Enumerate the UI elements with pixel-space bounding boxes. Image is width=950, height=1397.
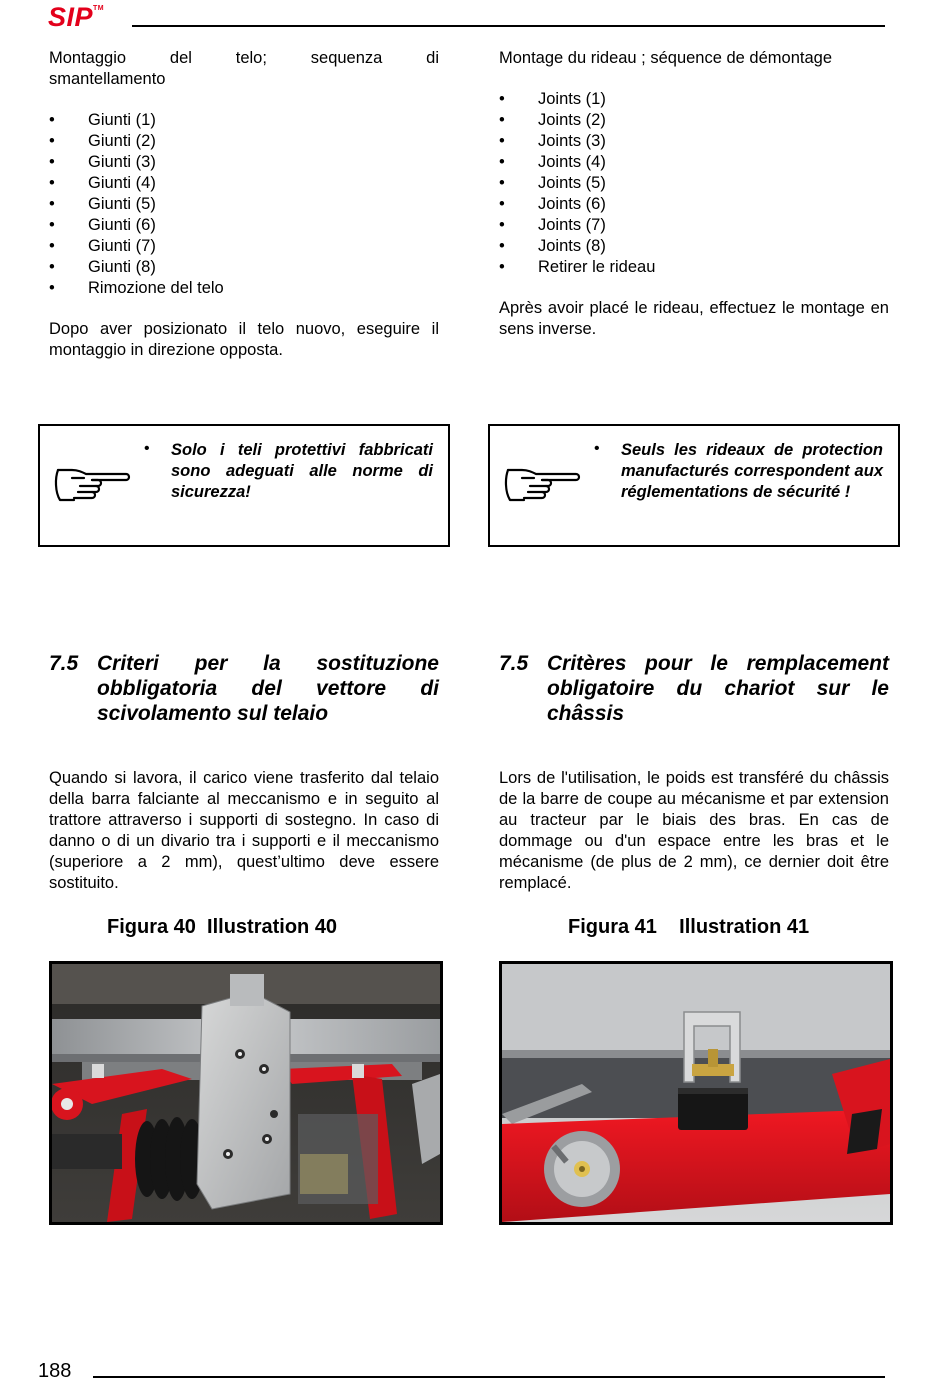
left-heading-line1: Montaggio del telo; sequenza di [49,49,439,67]
warning-bullet: • [594,440,600,457]
list-item: • Joints (6) [499,195,606,213]
right-list [499,89,889,278]
slider-carriage-illustration [502,964,890,1222]
list-item: • Joints (8) [499,237,606,255]
sip-logo: SIP™ [48,2,105,32]
left-heading-line2: smantellamento [49,70,166,88]
right-section-heading [499,651,889,731]
figure-41-caption: Figura 41 Illustration 41 [568,916,810,938]
figure-40-caption: Figura 40 Illustration 40 [107,916,338,938]
pointing-hand-icon [52,464,132,506]
list-item: • Joints (3) [499,132,606,150]
list-item: • Giunti (2) [49,132,156,150]
left-warning-text: Solo i teli protettivi fabbricati sono adeguati alle norme di sicurezza! [171,441,433,501]
list-item: • Joints (4) [499,153,606,171]
left-reassembly-note: Dopo aver posizionato il telo nuovo, eseguire il montaggio in direzione opposta. [49,320,439,359]
footer-rule [93,1376,885,1378]
figure-40-photo [49,961,443,1225]
left-section-heading [49,651,439,731]
left-body-paragraph: Quando si lavora, il carico viene trasferito dal telaio della barra falciante al meccanismo e in seguito al trattore attraverso i supporti di sostegno. In caso di danno o di un divario tra i supporti e il meccanismo (superiore a 2 mm), quest’ultimo deve essere sostituito. [49,769,439,892]
right-warning-text: Seuls les rideaux de protection manufacturés correspondent aux réglementations de sécurité ! [621,441,883,501]
section-number: 7.5 [49,652,79,675]
page-number: 188 [38,1360,72,1382]
mower-mechanism-illustration [52,964,440,1222]
list-item: • Giunti (8) [49,258,156,276]
list-item: • Giunti (6) [49,216,156,234]
list-item: • Joints (1) [499,90,606,108]
list-item: • Giunti (5) [49,195,156,213]
list-item: • Joints (5) [499,174,606,192]
list-item: • Giunti (7) [49,237,156,255]
list-item: • Rimozione del telo [49,279,224,297]
list-item: • Giunti (3) [49,153,156,171]
list-item: • Joints (2) [499,111,606,129]
list-item: • Giunti (1) [49,111,156,129]
pointing-hand-icon [502,464,582,506]
right-warning-box [488,424,900,547]
right-list-heading: Montage du rideau ; séquence de démontage [499,49,832,67]
section-title: Critères pour le remplacement obligatoire du chariot sur le châssis [547,652,889,725]
list-item: • Retirer le rideau [499,258,656,276]
list-item: • Giunti (4) [49,174,156,192]
section-number: 7.5 [499,652,529,675]
list-item: • Joints (7) [499,216,606,234]
left-warning-box [38,424,450,547]
section-title: Criteri per la sostituzione obbligatoria del vettore di scivolamento sul telaio [97,652,439,725]
left-list-heading [49,48,439,90]
left-list [49,110,439,299]
warning-bullet: • [144,440,150,457]
right-reassembly-note: Après avoir placé le rideau, effectuez le montage en sens inverse. [499,299,889,338]
header-rule [132,25,885,27]
figure-41-photo [499,961,893,1225]
right-body-paragraph: Lors de l'utilisation, le poids est transféré du châssis de la barre de coupe au mécanisme et par extension au tracteur par le biais des bras. En cas de dommage ou d'un espace entre les bras et le mécanisme (de plus de 2 mm), ce dernier doit être remplacé. [499,769,889,892]
